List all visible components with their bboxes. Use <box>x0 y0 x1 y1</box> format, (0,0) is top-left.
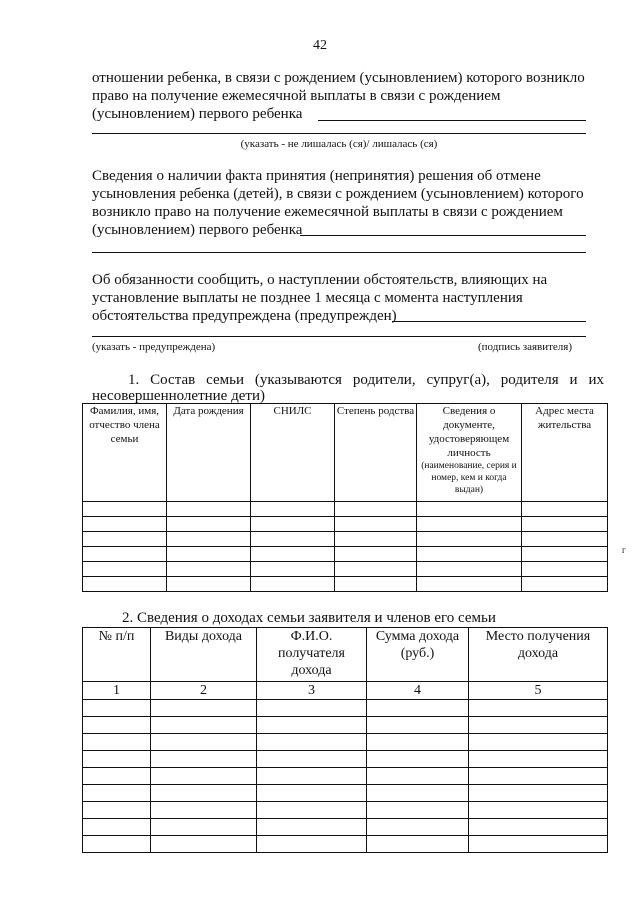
table-cell[interactable] <box>257 700 367 717</box>
table-cell[interactable] <box>257 751 367 768</box>
table-cell[interactable] <box>367 819 469 836</box>
table-row <box>83 517 608 532</box>
column-number-5: 5 <box>469 682 608 700</box>
table-cell[interactable] <box>167 562 251 577</box>
table-cell[interactable] <box>367 768 469 785</box>
table-cell[interactable] <box>251 532 335 547</box>
table-cell[interactable] <box>167 532 251 547</box>
fill-line <box>318 120 586 121</box>
para2-line1: Сведения о наличии факта принятия (непринятия) решения об отмене <box>92 168 541 184</box>
table-cell[interactable] <box>257 785 367 802</box>
table-cell[interactable] <box>83 768 151 785</box>
fill-line <box>92 133 586 134</box>
para2-line3: возникло право на получение ежемесячной выплаты в связи с рождением <box>92 204 563 220</box>
table-cell[interactable] <box>251 517 335 532</box>
table-row <box>83 577 608 592</box>
paragraph-adoption-cancel <box>92 167 606 239</box>
col-number: № п/п <box>83 628 151 682</box>
income-table <box>82 627 608 853</box>
note-deprivation: (указать - не лишалась (ся)/ лишалась (ся) <box>240 138 438 150</box>
table-row <box>83 785 608 802</box>
table-cell[interactable] <box>335 517 417 532</box>
table-cell[interactable] <box>367 785 469 802</box>
table-cell[interactable] <box>167 577 251 592</box>
table-cell[interactable] <box>83 836 151 853</box>
table-row <box>83 751 608 768</box>
table-cell[interactable] <box>522 532 608 547</box>
table1-title-line2: несовершеннолетние дети) <box>92 388 265 404</box>
page-number: 42 <box>313 38 327 53</box>
col-snils: СНИЛС <box>251 404 335 502</box>
table-cell[interactable] <box>417 532 522 547</box>
family-table-header <box>83 404 608 502</box>
table-cell[interactable] <box>367 751 469 768</box>
table2-title: 2. Сведения о доходах семьи заявителя и членов его семьи <box>122 610 496 626</box>
table-cell[interactable] <box>367 836 469 853</box>
table1-title-line1: 1. Состав семьи (указываются родители, супруг(а), родителя и их <box>128 372 604 388</box>
table-cell[interactable] <box>469 751 608 768</box>
table-cell[interactable] <box>83 547 167 562</box>
fill-line <box>92 252 586 253</box>
table-cell[interactable] <box>367 717 469 734</box>
table-cell[interactable] <box>522 577 608 592</box>
table-cell[interactable] <box>151 700 257 717</box>
table-cell[interactable] <box>257 802 367 819</box>
fill-line <box>392 321 586 322</box>
margin-mark: г <box>622 545 626 555</box>
table-cell[interactable] <box>83 577 167 592</box>
para1-line1: отношении ребенка, в связи с рождением (усыновлением) которого возникло <box>92 70 585 86</box>
table-cell[interactable] <box>522 547 608 562</box>
table-cell[interactable] <box>151 785 257 802</box>
table-row <box>83 547 608 562</box>
para3-line3: обстоятельства предупреждена (предупрежден) <box>92 308 397 324</box>
col-income-sum: Сумма дохода (руб.) <box>367 628 469 682</box>
table-row <box>83 802 608 819</box>
table-cell[interactable] <box>83 532 167 547</box>
table-cell[interactable] <box>335 532 417 547</box>
column-number-1: 1 <box>83 682 151 700</box>
table-cell[interactable] <box>257 717 367 734</box>
table-cell[interactable] <box>335 577 417 592</box>
col-document <box>417 404 522 502</box>
column-number-3: 3 <box>257 682 367 700</box>
table-cell[interactable] <box>469 734 608 751</box>
table-cell[interactable] <box>469 785 608 802</box>
table-cell[interactable] <box>417 577 522 592</box>
table-cell[interactable] <box>335 547 417 562</box>
table-row <box>83 819 608 836</box>
col-address: Адрес места жительства <box>522 404 608 502</box>
table-row <box>83 717 608 734</box>
table-cell[interactable] <box>251 547 335 562</box>
para1-line2: право на получение ежемесячной выплаты в связи с рождением <box>92 88 501 104</box>
income-table-numbers <box>83 682 608 700</box>
table-cell[interactable] <box>167 502 251 517</box>
table-row <box>83 502 608 517</box>
table-cell[interactable] <box>83 751 151 768</box>
col-relation: Степень родства <box>335 404 417 502</box>
table-cell[interactable] <box>251 577 335 592</box>
table-cell[interactable] <box>335 562 417 577</box>
table-cell[interactable] <box>167 547 251 562</box>
table-cell[interactable] <box>469 768 608 785</box>
table-row <box>83 562 608 577</box>
table-cell[interactable] <box>83 819 151 836</box>
table-cell[interactable] <box>417 517 522 532</box>
table-cell[interactable] <box>151 751 257 768</box>
fill-line <box>300 235 586 236</box>
table-cell[interactable] <box>469 700 608 717</box>
table-cell[interactable] <box>335 502 417 517</box>
table-cell[interactable] <box>151 836 257 853</box>
table-cell[interactable] <box>367 734 469 751</box>
table-cell[interactable] <box>83 717 151 734</box>
para1-line3: (усыновлением) первого ребенка <box>92 106 303 122</box>
table-cell[interactable] <box>83 562 167 577</box>
para3-line2: установление выплаты не позднее 1 месяца с момента наступления <box>92 290 523 306</box>
column-number-2: 2 <box>151 682 257 700</box>
table-cell[interactable] <box>83 517 167 532</box>
table-cell[interactable] <box>469 802 608 819</box>
table-cell[interactable] <box>151 768 257 785</box>
paragraph-deprivation <box>92 69 606 123</box>
table-cell[interactable] <box>151 802 257 819</box>
table-cell[interactable] <box>417 562 522 577</box>
col-document-main: Сведения о документе, удостоверяющем личность <box>428 405 510 459</box>
fill-line <box>92 336 586 337</box>
table-cell[interactable] <box>367 802 469 819</box>
table-cell[interactable] <box>251 562 335 577</box>
table-cell[interactable] <box>522 502 608 517</box>
table-cell[interactable] <box>151 819 257 836</box>
col-income-place: Место получения дохода <box>469 628 608 682</box>
table-cell[interactable] <box>83 785 151 802</box>
income-table-header <box>83 628 608 682</box>
table-row <box>83 836 608 853</box>
table-cell[interactable] <box>257 836 367 853</box>
table-cell[interactable] <box>83 502 167 517</box>
table-cell[interactable] <box>469 836 608 853</box>
table-cell[interactable] <box>522 562 608 577</box>
table-cell[interactable] <box>257 768 367 785</box>
table-cell[interactable] <box>83 802 151 819</box>
table-cell[interactable] <box>151 734 257 751</box>
column-number-4: 4 <box>367 682 469 700</box>
table-row <box>83 768 608 785</box>
table-cell[interactable] <box>367 700 469 717</box>
col-income-type: Виды дохода <box>151 628 257 682</box>
table-cell[interactable] <box>257 819 367 836</box>
table-row <box>83 532 608 547</box>
table-row <box>83 700 608 717</box>
table-cell[interactable] <box>469 819 608 836</box>
col-birth: Дата рождения <box>167 404 251 502</box>
table-cell[interactable] <box>151 717 257 734</box>
table-cell[interactable] <box>417 502 522 517</box>
table-cell[interactable] <box>417 547 522 562</box>
paragraph-obligation <box>92 271 606 325</box>
col-name: Фамилия, имя, отчество члена семьи <box>83 404 167 502</box>
table-cell[interactable] <box>257 734 367 751</box>
note-warned: (указать - предупреждена) <box>92 341 216 353</box>
table-cell[interactable] <box>83 700 151 717</box>
table-row <box>83 734 608 751</box>
family-table <box>82 403 608 592</box>
para2-line4: (усыновлением) первого ребенка <box>92 222 303 238</box>
para2-line2: усыновления ребенка (детей), в связи с рождением (усыновлением) которого <box>92 186 584 202</box>
col-document-sub: (наименование, серия и номер, кем и когда выдан) <box>421 461 517 495</box>
table-cell[interactable] <box>167 517 251 532</box>
table-cell[interactable] <box>469 717 608 734</box>
table-cell[interactable] <box>522 517 608 532</box>
note-signature: (подпись заявителя) <box>478 341 573 353</box>
col-recipient: Ф.И.О. получателя дохода <box>257 628 367 682</box>
table-cell[interactable] <box>83 734 151 751</box>
table-cell[interactable] <box>251 502 335 517</box>
para3-line1: Об обязанности сообщить, о наступлении обстоятельств, влияющих на <box>92 272 548 288</box>
